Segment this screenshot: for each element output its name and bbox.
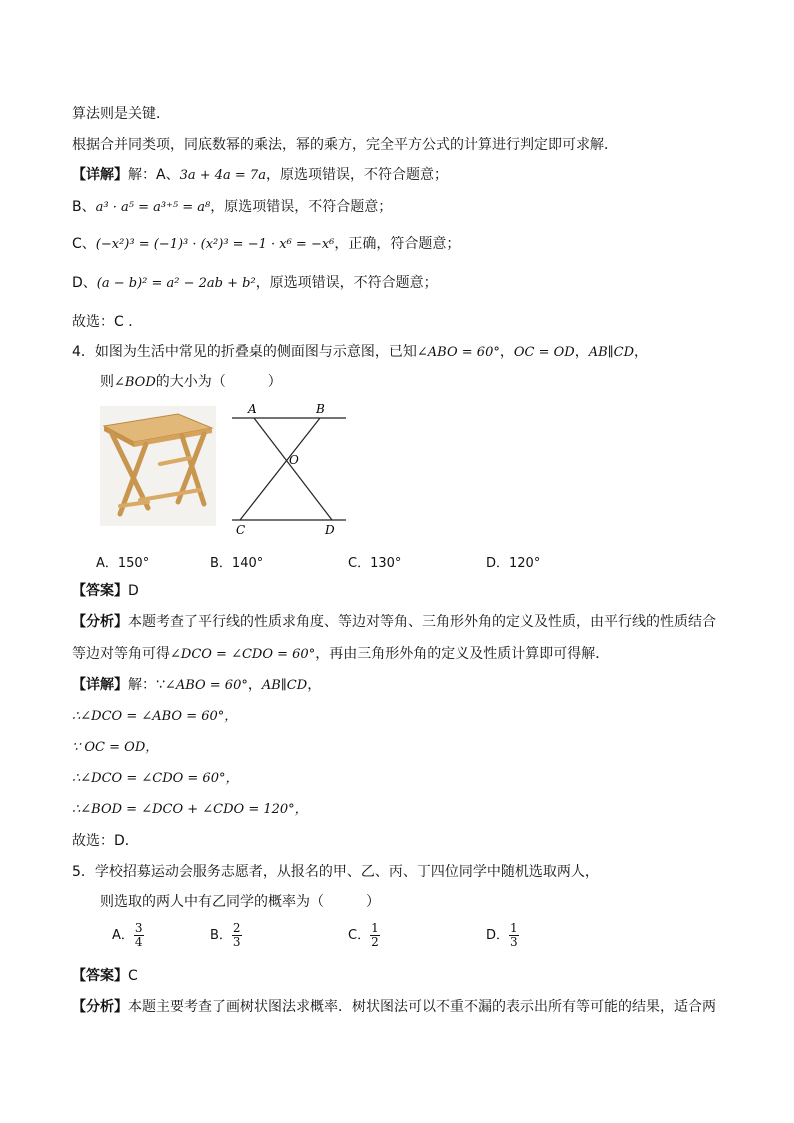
q4-stem-line-2: 则∠BOD的大小为（ ）	[100, 374, 282, 390]
q5-option-d: D． $\frac{1}{3}$	[486, 921, 518, 949]
q4-analysis-line-1: 【分析】本题考查了平行线的性质求角度、等边对等角、三角形外角的定义及性质，由平行线的性质结合	[72, 614, 716, 630]
label-c: C	[236, 523, 246, 537]
segment-bc	[240, 418, 320, 520]
label-d: D	[325, 523, 335, 537]
q4-stem-line-1: 4．如图为生活中常见的折叠桌的侧面图与示意图，已知∠ABO = 60°，OC = OD，AB∥CD，	[72, 344, 649, 360]
q4-option-d: D．120°	[486, 556, 541, 571]
label-b: B	[316, 402, 325, 416]
label-a: A	[248, 402, 257, 416]
q4-option-b: B．140°	[210, 556, 264, 571]
geometry-diagram	[230, 398, 350, 538]
q4-option-c: C．130°	[348, 556, 402, 571]
text-line-1: 算法则是关键．	[72, 106, 170, 122]
detail-line-a: 【详解】解：A、3a + 4a = 7a，原选项错误，不符合题意；	[72, 167, 448, 183]
q4-answer: 【答案】D	[72, 583, 139, 599]
q4-choose: 故选：D．	[72, 833, 139, 849]
q4-detail-line-5: ∴∠BOD = ∠DCO + ∠CDO = 120°，	[72, 802, 308, 817]
q4-detail-line-3: ∵ OC = OD，	[72, 740, 159, 755]
q4-detail-line-2: ∴∠DCO = ∠ABO = 60°，	[72, 709, 238, 724]
q5-option-b: B． $\frac{2}{3}$	[210, 921, 241, 949]
q4-detail-line-4: ∴∠DCO = ∠CDO = 60°，	[72, 771, 239, 786]
detail-line-c: C、(−x²)³ = (−1)³ · (x²)³ = −1 · x⁶ = −x⁶，正确，符合题意；	[72, 236, 461, 252]
q5-stem-line-2: 则选取的两人中有乙同学的概率为（ ）	[100, 894, 380, 910]
label-o: O	[289, 453, 299, 467]
detail-line-d: D、(a − b)² = a² − 2ab + b²，原选项错误，不符合题意；	[72, 275, 438, 291]
q4-detail-line-1: 【详解】解：∵∠ABO = 60°，AB∥CD，	[72, 677, 322, 693]
choose-line-q3: 故选：C ．	[72, 314, 143, 330]
folding-table-photo	[100, 406, 216, 526]
q5-option-a: A． $\frac{3}{4}$	[112, 921, 143, 949]
segment-ad	[254, 418, 332, 520]
q5-answer: 【答案】C	[72, 968, 138, 984]
q4-analysis-line-2: 等边对等角可得∠DCO = ∠CDO = 60°，再由三角形外角的定义及性质计算即可得解．	[72, 646, 610, 662]
detail-line-b: B、a³ · a⁵ = a³⁺⁵ = a⁸，原选项错误，不符合题意；	[72, 199, 393, 215]
q5-analysis-line-1: 【分析】本题主要考查了画树状图法求概率．树状图法可以不重不漏的表示出所有等可能的结果，适合两	[72, 999, 716, 1015]
q4-option-a: A．150°	[96, 556, 150, 571]
q5-stem-line-1: 5．学校招募运动会服务志愿者，从报名的甲、乙、丙、丁四位同学中随机选取两人，	[72, 864, 599, 880]
q5-option-c: C． $\frac{1}{2}$	[348, 921, 379, 949]
text-line-2: 根据合并同类项，同底数幂的乘法，幂的乘方，完全平方公式的计算进行判定即可求解．	[72, 137, 618, 153]
